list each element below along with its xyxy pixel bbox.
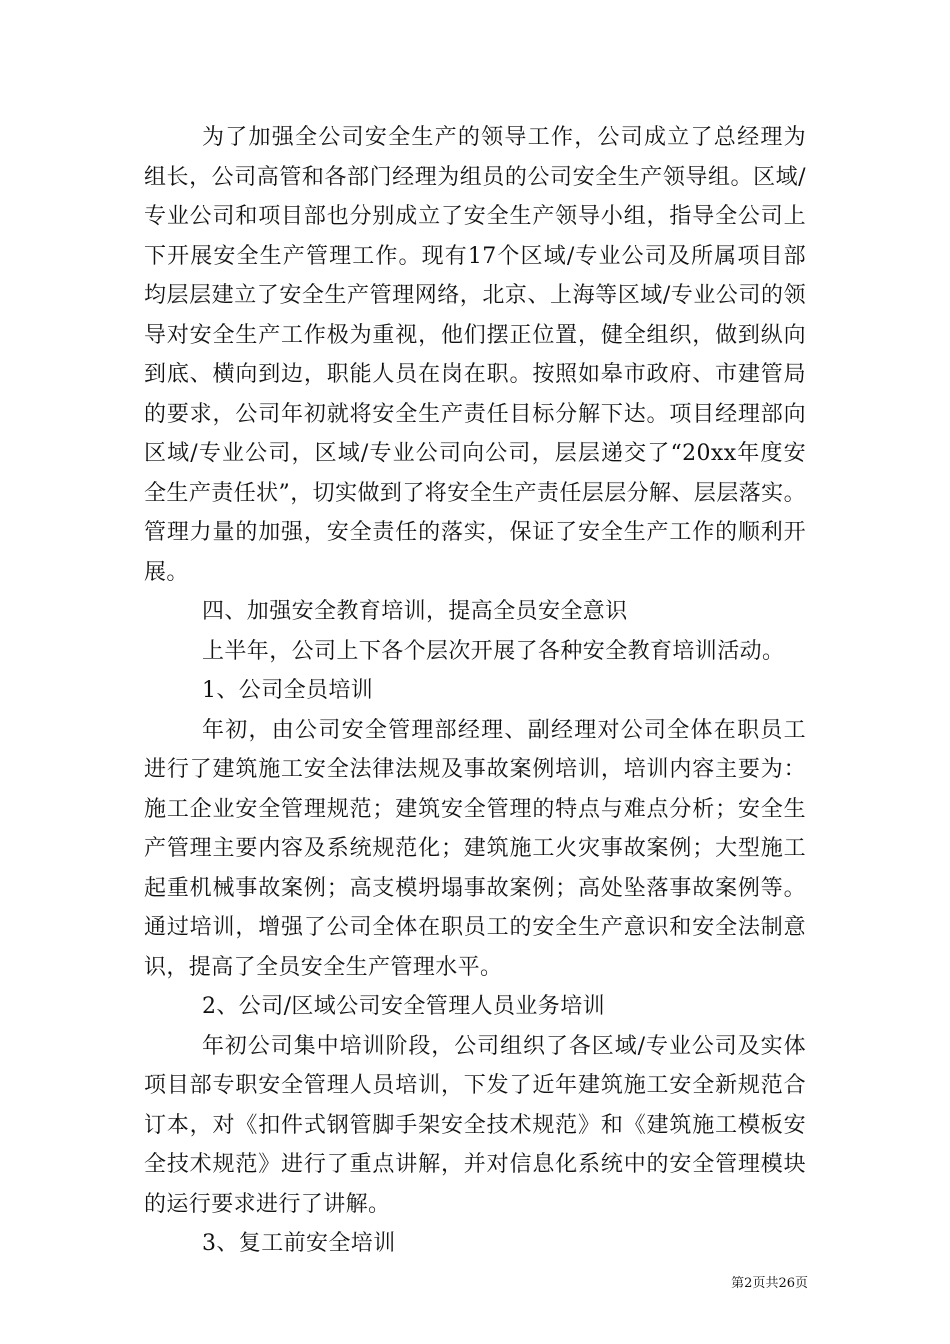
paragraph-all-staff-training: 年初，由公司安全管理部经理、副经理对公司全体在职员工进行了建筑施工安全法律法规及事故案例培训，培训内容主要为：施工企业安全管理规范；建筑安全管理的特点与难点分析；安全生产管理主要内容及系统规范化；建筑施工火灾事故案例；大型施工起重机械事故案例；高支模坍塌事故案例；高处坠落事故案例等。通过培训，增强了公司全体在职员工的安全生产意识和安全法制意识，提高了全员安全生产管理水平。 xyxy=(144,717,806,980)
page-number: 第2页共26页 xyxy=(731,1276,808,1291)
paragraph-training-intro: 上半年，公司上下各个层次开展了各种安全教育培训活动。 xyxy=(202,638,785,664)
subheading-safety-staff-training: 2、公司/区域公司安全管理人员业务培训 xyxy=(202,994,606,1019)
subheading-all-staff-training: 1、公司全员培训 xyxy=(202,678,374,703)
paragraph-leadership: 为了加强全公司安全生产的领导工作，公司成立了总经理为组长，公司高管和各部门经理为组员的公司安全生产领导组。区域/专业公司和项目部也分别成立了安全生产领导小组，指导全公司上下开展安全生产管理工作。现有17个区域/专业公司及所属项目部均层层建立了安全生产管理网络，北京、上海等区域/专业公司的领导对安全生产工作极为重视，他们摆正位置，健全组织，做到纵向到底、横向到边，职能人员在岗在职。按照如皋市政府、市建管局的要求，公司年初就将安全生产责任目标分解下达。项目经理部向区域/专业公司，区域/专业公司向公司，层层递交了“20xx年度安全生产责任状”，切实做到了将安全生产责任层层分解、层层落实。管理力量的加强，安全责任的落实，保证了安全生产工作的顺利开展。 xyxy=(144,125,806,585)
subheading-pre-resumption-training: 3、复工前安全培训 xyxy=(202,1231,396,1256)
document-body xyxy=(144,118,806,1264)
section-heading-training: 四、加强安全教育培训，提高全员安全意识 xyxy=(202,599,628,624)
paragraph-safety-staff-training: 年初公司集中培训阶段，公司组织了各区域/专业公司及实体项目部专职安全管理人员培训，下发了近年建筑施工安全新规范合订本，对《扣件式钢管脚手架安全技术规范》和《建筑施工模板安全技术规范》进行了重点讲解，并对信息化系统中的安全管理模块的运行要求进行了讲解。 xyxy=(144,1033,806,1217)
